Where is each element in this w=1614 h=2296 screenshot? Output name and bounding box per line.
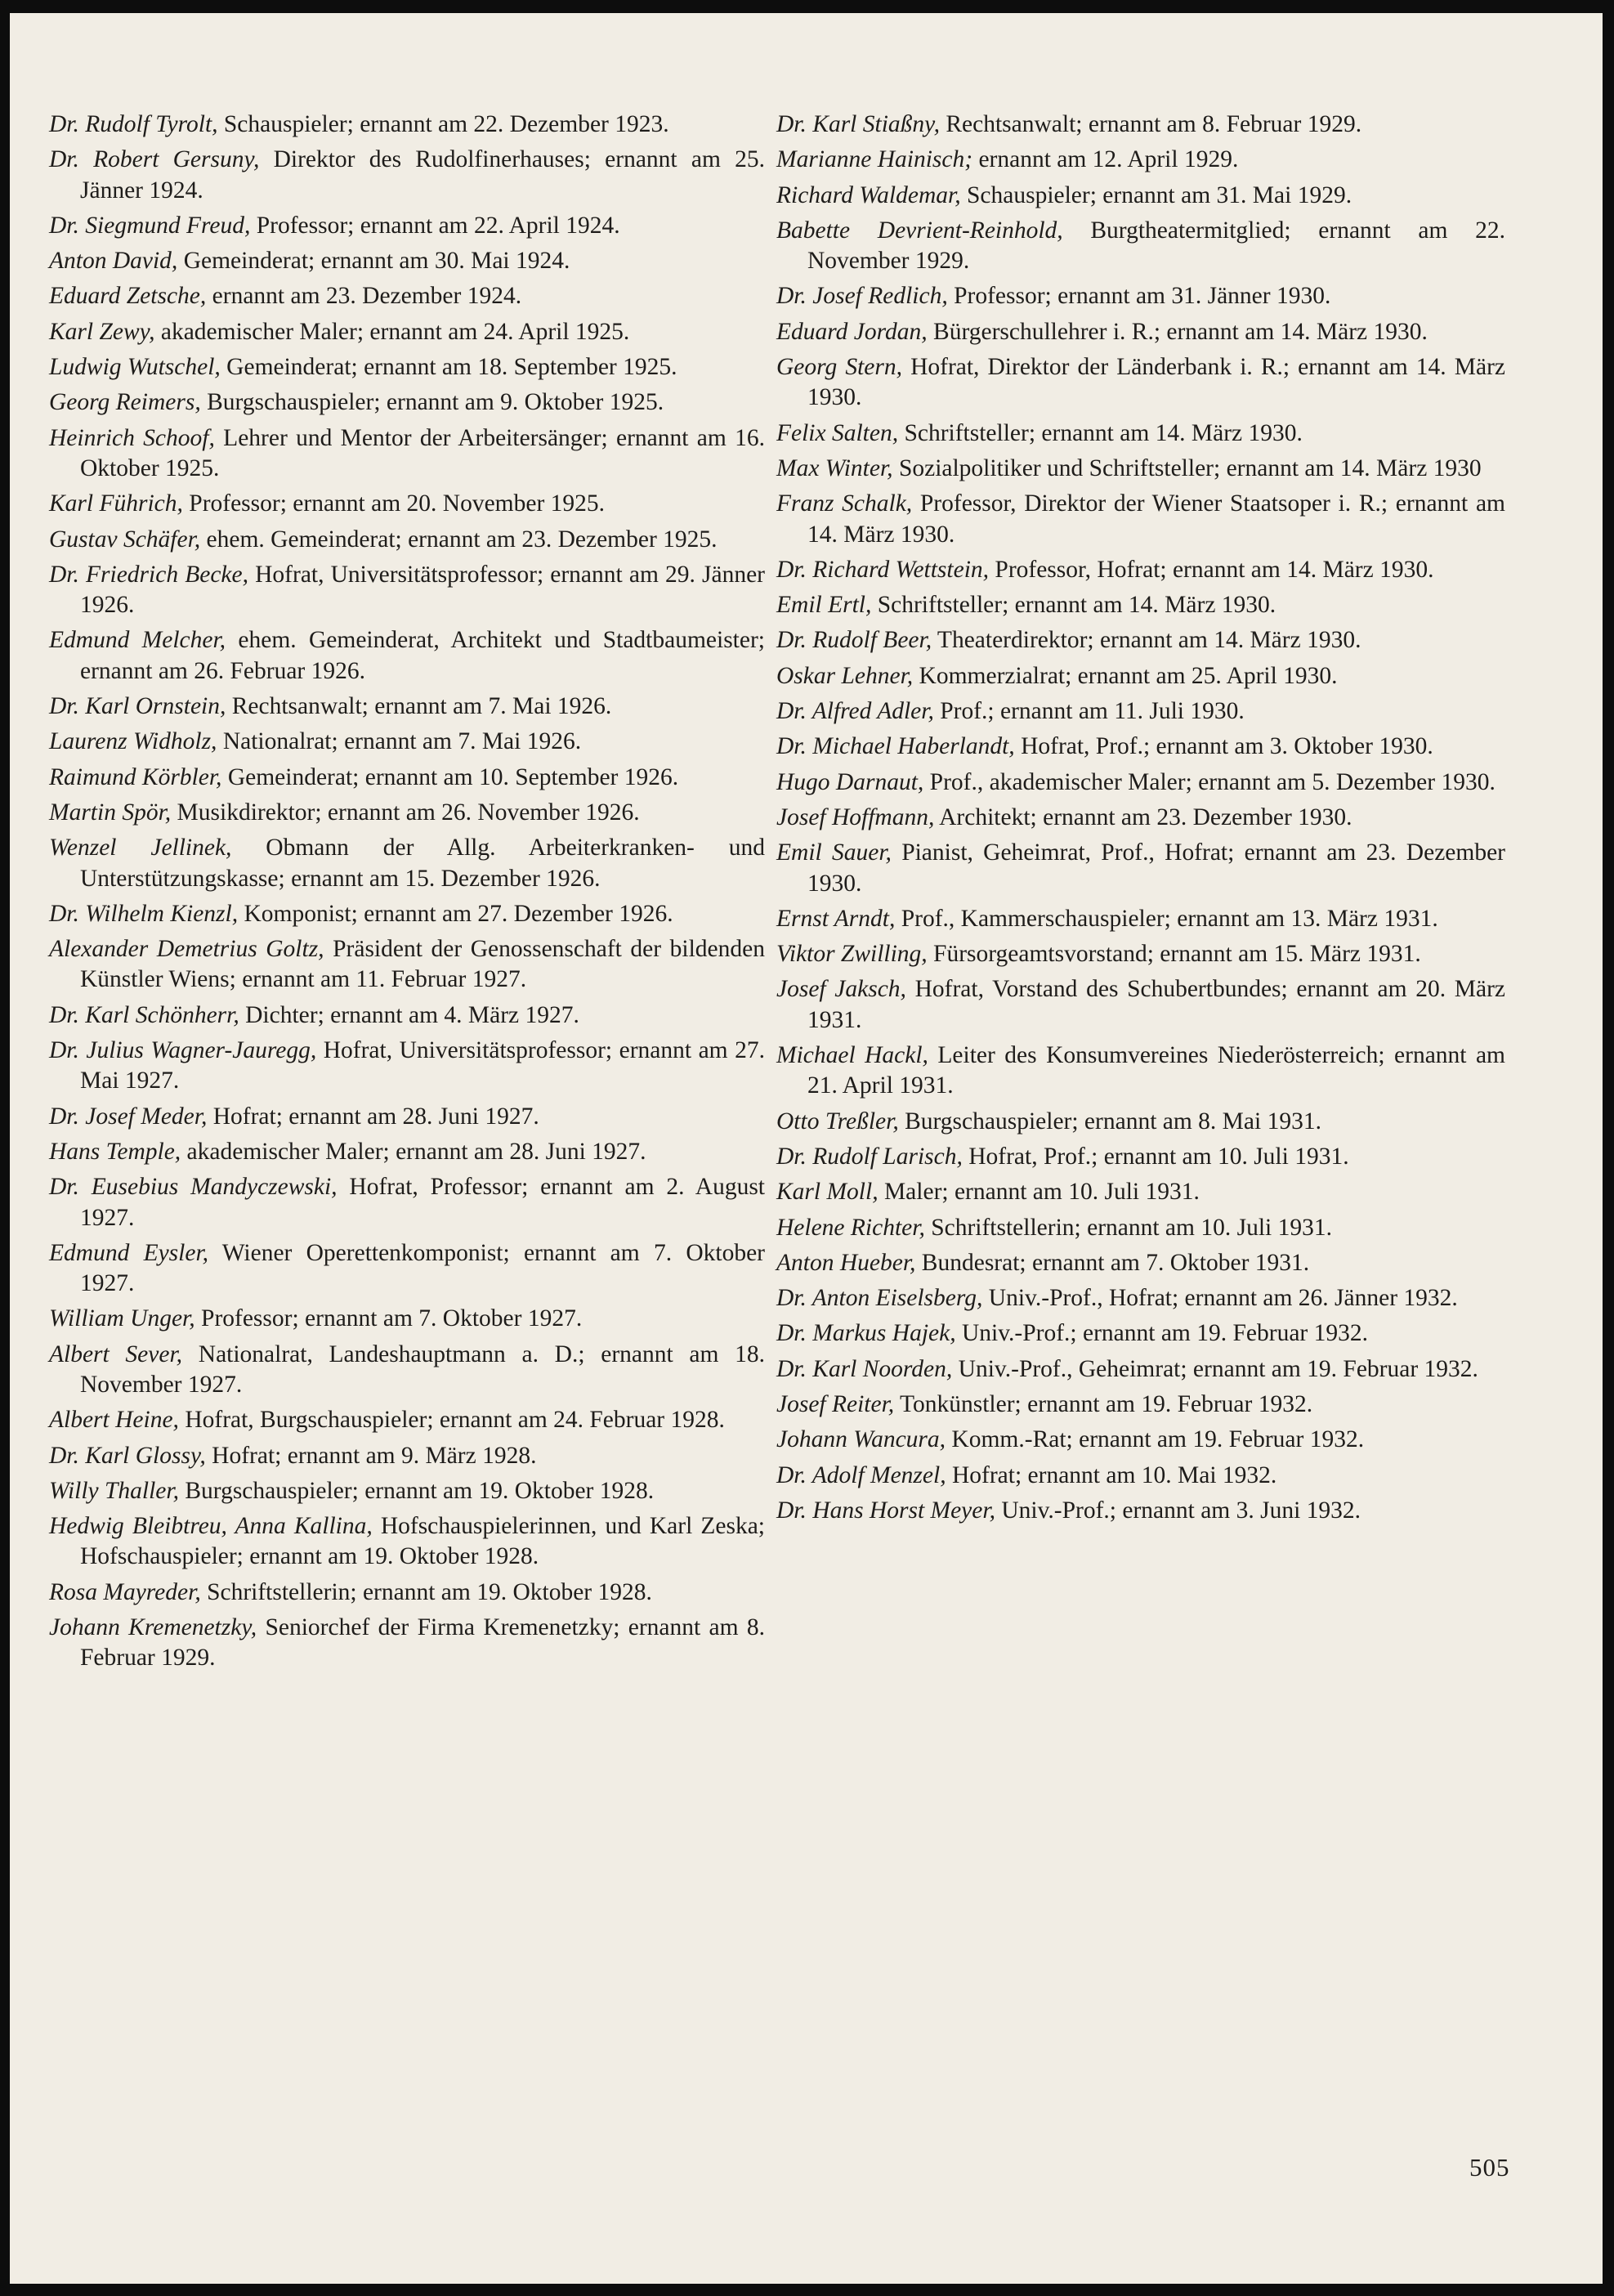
list-entry [776,974,1505,1036]
entry-text: Hofrat; ernannt am 9. März 1928. [205,1442,537,1469]
list-entry [49,211,765,241]
person-name: Laurenz Widholz, [49,728,217,755]
list-entry [776,1283,1505,1314]
right-column [776,110,1505,1531]
person-name: Josef Jaksch, [776,976,906,1003]
list-entry [49,560,765,621]
entry-text: Professor; ernannt am 22. April 1924. [250,212,620,239]
entry-text: Obmann der Allg. Arbeiterkranken- und Unterstützungskasse; ernannt am 15. Dezember 1926. [80,835,765,892]
entry-text: Univ.-Prof.; ernannt am 19. Februar 1932. [955,1320,1368,1347]
person-name: Dr. Adolf Menzel, [776,1461,946,1488]
entry-text: Musikdirektor; ernannt am 26. November 1926. [171,799,640,826]
list-entry [776,1041,1505,1102]
person-name: Helene Richter, [776,1214,925,1241]
list-entry [776,145,1505,175]
list-entry [776,555,1505,585]
entry-text: Seniorchef der Firma Kremenetzky; ernannt am 8. Februar 1929. [80,1614,765,1672]
person-name: Karl Führich, [49,490,183,517]
person-name: Alexander Demetrius Goltz, [49,936,324,963]
list-entry [776,1354,1505,1385]
list-entry [49,1102,765,1132]
person-name: Hans Temple, [49,1138,181,1165]
entry-text: Prof., akademischer Maler; ernannt am 5. Dezember 1930. [923,768,1496,795]
person-name: Dr. Robert Gersuny, [49,146,260,173]
person-name: Josef Reiter, [776,1390,895,1417]
person-name: Dr. Michael Haberlandt, [776,733,1015,760]
list-entry [776,732,1505,762]
person-name: Ernst Arndt, [776,905,896,932]
list-entry [49,763,765,793]
person-name: Dr. Friedrich Becke, [49,561,248,588]
entry-text: Burgschauspieler; ernannt am 9. Oktober 1925. [200,389,664,416]
entry-text: Schauspieler; ernannt am 22. Dezember 1923. [217,111,669,137]
person-name: Martin Spör, [49,799,172,826]
list-entry [776,1107,1505,1137]
person-name: Richard Waldemar, [776,181,961,208]
person-name: Heinrich Schoof, [49,424,215,451]
list-entry [776,1425,1505,1455]
entry-text: Prof.; ernannt am 11. Juli 1930. [933,698,1245,725]
list-entry [49,691,765,722]
list-entry [776,110,1505,140]
entry-text: Leiter des Konsumvereines Niederösterreich; ernannt am 21. April 1931. [807,1042,1505,1099]
entry-text: Professor; ernannt am 7. Oktober 1927. [194,1305,583,1332]
person-name: Dr. Karl Stiaßny, [776,111,940,137]
list-entry [49,1000,765,1031]
person-name: Dr. Karl Ornstein, [49,693,226,720]
person-name: Dr. Karl Noorden, [776,1355,953,1382]
list-entry [49,525,765,555]
entry-text: Hofrat, Universitätsprofessor; ernannt am 27. Mai 1927. [80,1037,765,1094]
list-entry [776,1496,1505,1526]
entry-text: Hofrat, Professor; ernannt am 2. August 1927. [80,1174,765,1231]
list-entry [49,317,765,347]
person-name: Edmund Melcher, [49,627,226,654]
list-entry [49,727,765,757]
list-entry [49,1511,765,1573]
page-number: 505 [1469,2153,1510,2182]
list-entry [776,454,1505,484]
person-name: Dr. Karl Schönherr, [49,1001,239,1028]
person-name: Johann Wancura, [776,1426,946,1453]
entry-text: ehem. Gemeinderat, Architekt und Stadtbaumeister; ernannt am 26. Februar 1926. [80,627,765,684]
list-entry [776,1213,1505,1243]
person-name: Viktor Zwilling, [776,941,928,968]
person-name: Georg Reimers, [49,389,201,416]
list-entry [776,1177,1505,1207]
list-entry [776,1461,1505,1491]
list-entry [49,1476,765,1506]
person-name: Anton David, [49,248,178,275]
entry-text: Direktor des Rudolfinerhauses; ernannt am 25. Jänner 1924. [80,146,765,204]
person-name: Ludwig Wutschel, [49,354,221,381]
list-entry [49,145,765,206]
list-entry [49,281,765,311]
entry-text: Professor, Direktor der Wiener Staatsoper i. R.; ernannt am 14. März 1930. [807,490,1505,548]
person-name: Eduard Zetsche, [49,283,207,310]
list-entry [776,838,1505,899]
entry-text: Schriftsteller; ernannt am 14. März 1930. [871,592,1276,619]
person-name: Albert Heine, [49,1407,179,1434]
entry-text: Dichter; ernannt am 4. März 1927. [239,1001,579,1028]
person-name: Emil Ertl, [776,592,872,619]
list-entry [776,696,1505,727]
entry-text: Hofrat, Direktor der Länderbank i. R.; ernannt am 14. März 1930. [807,354,1505,411]
document-page [10,13,1603,2284]
entry-text: Univ.-Prof., Hofrat; ernannt am 26. Jänner 1932. [982,1285,1458,1312]
person-name: Franz Schalk, [776,490,913,517]
list-entry [49,934,765,996]
list-entry [776,625,1505,656]
person-name: Dr. Julius Wagner-Jauregg, [49,1037,317,1064]
list-entry [49,1238,765,1300]
list-entry [776,803,1505,833]
entry-text: Maler; ernannt am 10. Juli 1931. [878,1179,1200,1206]
entry-text: Rechtsanwalt; ernannt am 8. Februar 1929. [939,111,1362,137]
entry-text: Burgschauspieler; ernannt am 19. Oktober 1928. [178,1477,655,1504]
person-name: Dr. Rudolf Tyrolt, [49,111,218,137]
person-name: Babette Devrient-Reinhold, [776,217,1063,244]
entry-text: Professor; ernannt am 31. Jänner 1930. [947,283,1331,310]
entry-text: Pianist, Geheimrat, Prof., Hofrat; ernannt am 23. Dezember 1930. [807,839,1505,897]
entry-text: Wiener Operettenkomponist; ernannt am 7. Oktober 1927. [80,1239,765,1297]
entry-text: Hofrat; ernannt am 28. Juni 1927. [207,1103,539,1130]
entry-text: Komm.-Rat; ernannt am 19. Februar 1932. [946,1426,1365,1453]
entry-text: Schriftstellerin; ernannt am 19. Oktober 1928. [200,1578,652,1605]
entry-text: Hofrat, Vorstand des Schubertbundes; ernannt am 20. März 1931. [807,976,1506,1033]
entry-text: Hofschauspielerinnen, und Karl Zeska; Hofschauspieler; ernannt am 19. Oktober 1928. [80,1513,765,1570]
entry-text: akademischer Maler; ernannt am 24. April 1925. [154,318,630,345]
list-entry [776,661,1505,691]
list-entry [49,489,765,519]
person-name: Karl Moll, [776,1179,879,1206]
person-name: Dr. Markus Hajek, [776,1320,956,1347]
entry-text: Schauspieler; ernannt am 31. Mai 1929. [960,181,1352,208]
list-entry [776,216,1505,277]
list-entry [776,904,1505,934]
person-name: Dr. Rudolf Beer, [776,627,932,654]
person-name: Gustav Schäfer, [49,526,201,553]
person-name: Johann Kremenetzky, [49,1614,257,1641]
list-entry [49,625,765,687]
person-name: Edmund Eysler, [49,1239,209,1266]
person-name: William Unger, [49,1305,195,1332]
list-entry [49,1304,765,1334]
person-name: Karl Zewy, [49,318,155,345]
person-name: Max Winter, [776,454,893,481]
person-name: Josef Hoffmann, [776,803,935,830]
entry-text: Hofrat, Prof.; ernannt am 3. Oktober 1930. [1014,733,1433,760]
person-name: Dr. Hans Horst Meyer, [776,1497,995,1524]
list-entry [776,1390,1505,1420]
person-name: Dr. Eusebius Mandyczewski, [49,1174,338,1201]
list-entry [49,1613,765,1674]
person-name: Dr. Siegmund Freud, [49,212,251,239]
person-name: Georg Stern, [776,354,902,381]
person-name: Raimund Körbler, [49,763,222,790]
list-entry [776,281,1505,311]
person-name: Dr. Josef Meder, [49,1103,208,1130]
entry-text: Präsident der Genossenschaft der bildenden Künstler Wiens; ernannt am 11. Februar 1927. [80,936,765,993]
list-entry [49,1340,765,1401]
person-name: Emil Sauer, [776,839,892,866]
list-entry [49,423,765,485]
entry-text: Gemeinderat; ernannt am 30. Mai 1924. [177,248,570,275]
entry-text: Hofrat, Burgschauspieler; ernannt am 24. Februar 1928. [178,1407,725,1434]
list-entry [49,1172,765,1233]
list-entry [776,317,1505,347]
entry-text: Gemeinderat; ernannt am 10. September 1926. [221,763,679,790]
entry-text: Architekt; ernannt am 23. Dezember 1930. [934,803,1352,830]
person-name: Eduard Jordan, [776,318,928,345]
list-entry [49,1405,765,1435]
list-entry [49,1578,765,1608]
entry-text: Hofrat; ernannt am 10. Mai 1932. [946,1461,1277,1488]
person-name: Hedwig Bleibtreu, Anna Kallina, [49,1513,373,1540]
person-name: Dr. Anton Eiselsberg, [776,1285,983,1312]
person-name: Dr. Josef Redlich, [776,283,948,310]
list-entry [49,387,765,418]
entry-text: Schriftstellerin; ernannt am 10. Juli 1931. [924,1214,1332,1241]
list-entry [776,489,1505,550]
person-name: Dr. Richard Wettstein, [776,556,990,583]
person-name: Felix Salten, [776,419,899,446]
list-entry [49,1137,765,1167]
entry-text: Prof., Kammerschauspieler; ernannt am 13. März 1931. [895,905,1438,932]
entry-text: Hofrat, Prof.; ernannt am 10. Juli 1931. [962,1143,1349,1170]
list-entry [49,1441,765,1471]
list-entry [49,352,765,383]
person-name: Dr. Wilhelm Kienzl, [49,900,239,927]
entry-text: Professor; ernannt am 20. November 1925. [182,490,606,517]
list-entry [776,1318,1505,1349]
person-name: Michael Hackl, [776,1042,928,1069]
left-column [49,110,765,1679]
entry-text: ernannt am 12. April 1929. [972,146,1239,173]
list-entry [49,1036,765,1097]
entry-text: Nationalrat, Landeshauptmann a. D.; ernannt am 18. November 1927. [80,1340,765,1398]
list-entry [49,833,765,894]
list-entry [776,939,1505,969]
entry-text: Kommerzialrat; ernannt am 25. April 1930. [913,662,1338,689]
person-name: Rosa Mayreder, [49,1578,201,1605]
list-entry [49,110,765,140]
list-entry [776,181,1505,211]
entry-text: Bürgerschullehrer i. R.; ernannt am 14. März 1930. [927,318,1428,345]
entry-text: Univ.-Prof.; ernannt am 3. Juni 1932. [995,1497,1361,1524]
person-name: Wenzel Jellinek, [49,835,232,862]
person-name: Albert Sever, [49,1340,183,1367]
list-entry [49,899,765,929]
entry-text: Gemeinderat; ernannt am 18. September 1925. [220,354,677,381]
list-entry [776,590,1505,620]
person-name: Dr. Alfred Adler, [776,698,934,725]
entry-text: Theaterdirektor; ernannt am 14. März 1930. [932,627,1361,654]
entry-text: Schriftsteller; ernannt am 14. März 1930. [898,419,1303,446]
entry-text: Burgschauspieler; ernannt am 8. Mai 1931. [898,1108,1321,1135]
entry-text: Professor, Hofrat; ernannt am 14. März 1930. [989,556,1434,583]
person-name: Marianne Hainisch; [776,146,973,173]
list-entry [776,1248,1505,1278]
entry-text: Lehrer und Mentor der Arbeitersänger; ernannt am 16. Oktober 1925. [80,424,766,481]
entry-text: Burgtheatermitglied; ernannt am 22. November 1929. [807,217,1505,275]
entry-text: Komponist; ernannt am 27. Dezember 1926. [238,900,673,927]
person-name: Dr. Rudolf Larisch, [776,1143,963,1170]
person-name: Hugo Darnaut, [776,768,924,795]
entry-text: Fürsorgeamtsvorstand; ernannt am 15. März 1931. [927,941,1421,968]
entry-text: Tonkünstler; ernannt am 19. Februar 1932. [894,1390,1313,1417]
list-entry [776,1142,1505,1172]
entry-text: Bundesrat; ernannt am 7. Oktober 1931. [915,1249,1310,1276]
person-name: Otto Treßler, [776,1108,899,1135]
entry-text: ehem. Gemeinderat; ernannt am 23. Dezember 1925. [200,526,718,553]
list-entry [49,246,765,276]
list-entry [776,352,1505,414]
person-name: Willy Thaller, [49,1477,179,1504]
list-entry [776,768,1505,798]
person-name: Dr. Karl Glossy, [49,1442,206,1469]
entry-text: Hofrat, Universitätsprofessor; ernannt am 29. Jänner 1926. [80,561,766,619]
entry-text: Sozialpolitiker und Schriftsteller; ernannt am 14. März 1930 [892,454,1482,481]
entry-text: Rechtsanwalt; ernannt am 7. Mai 1926. [226,693,612,720]
person-name: Oskar Lehner, [776,662,914,689]
person-name: Anton Hueber, [776,1249,916,1276]
list-entry [776,418,1505,449]
entry-text: ernannt am 23. Dezember 1924. [206,283,522,310]
entry-text: Nationalrat; ernannt am 7. Mai 1926. [217,728,582,755]
entry-text: akademischer Maler; ernannt am 28. Juni 1927. [181,1138,646,1165]
list-entry [49,798,765,828]
entry-text: Univ.-Prof., Geheimrat; ernannt am 19. Februar 1932. [952,1355,1478,1382]
